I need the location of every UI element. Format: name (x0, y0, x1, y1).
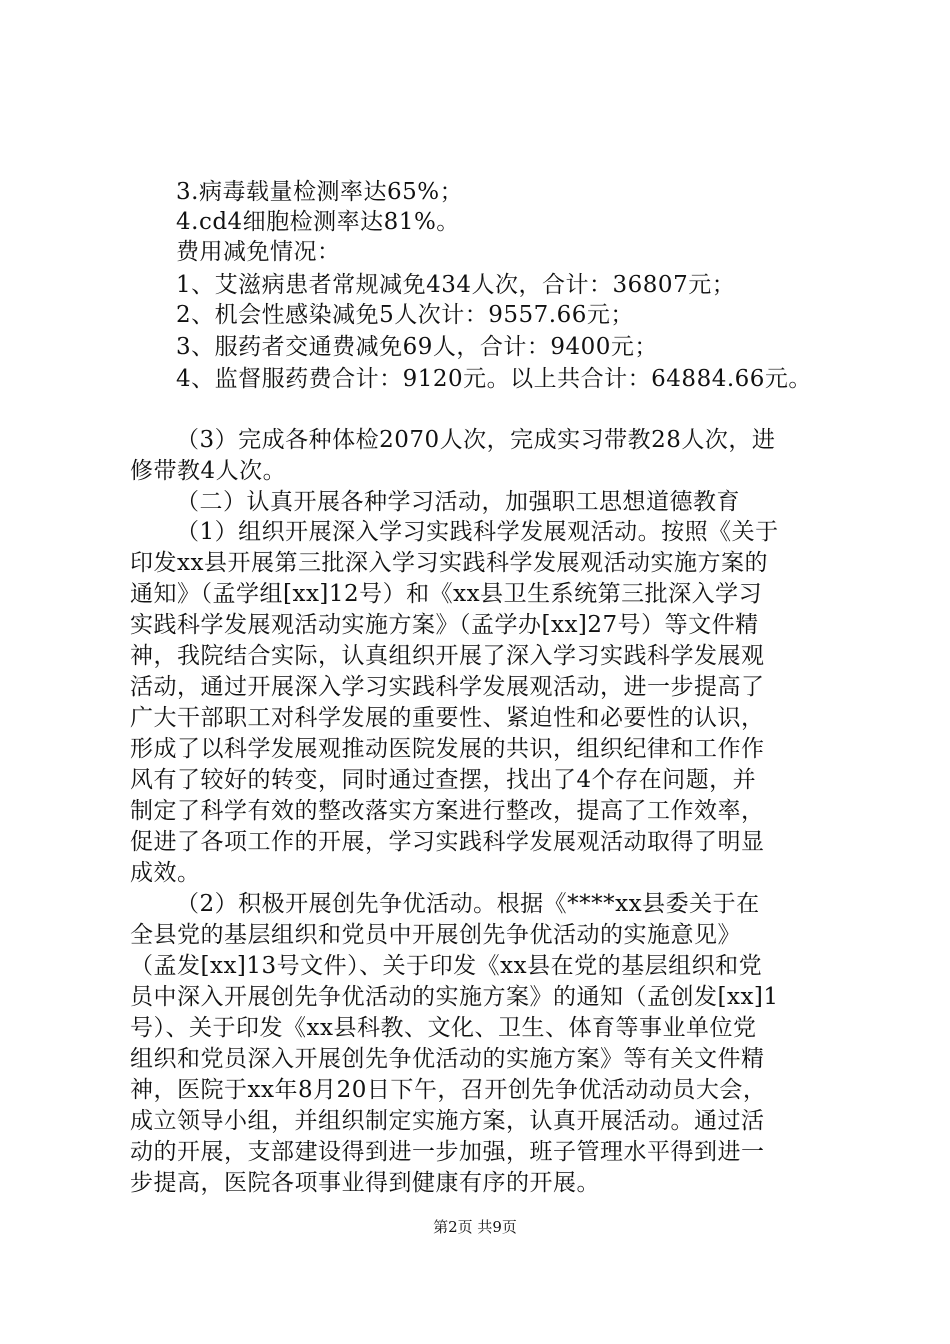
paragraph-1-line: 神，我院结合实际，认真组织开展了深入学习实践科学发展观 (130, 643, 765, 669)
paragraph-1-line: 风有了较好的转变，同时通过查摆，找出了4个存在问题，并 (130, 767, 757, 793)
paragraph-1-line: 广大干部职工对科学发展的重要性、紧迫性和必要性的认识， (130, 705, 765, 731)
paragraph-1-line: 制定了科学有效的整改落实方案进行整改，提高了工作效率， (130, 798, 765, 824)
fee-item-4: 4、监督服药费合计：9120元。以上共合计：64884.66元。 (176, 366, 812, 392)
section-heading: （二）认真开展各种学习活动，加强职工思想道德教育 (176, 489, 740, 515)
paragraph-2-line: （2）积极开展创先争优活动。根据《****xx县委关于在 (176, 891, 760, 917)
list-item-cd4: 4.cd4细胞检测率达81%。 (176, 209, 460, 235)
fee-item-2: 2、机会性感染减免5人次计：9557.66元； (176, 302, 634, 328)
paragraph-2-line: 步提高，医院各项事业得到健康有序的开展。 (130, 1170, 600, 1196)
paragraph-1-line: 促进了各项工作的开展，学习实践科学发展观活动取得了明显 (130, 829, 765, 855)
exam-paragraph-line: 修带教4人次。 (130, 458, 287, 484)
paragraph-2-line: 组织和党员深入开展创先争优活动的实施方案》等有关文件精 (130, 1046, 765, 1072)
fee-item-3: 3、服药者交通费减免69人，合计：9400元； (176, 334, 658, 360)
exam-paragraph-line: （3）完成各种体检2070人次，完成实习带教28人次，进 (176, 427, 776, 453)
paragraph-1-line: （1）组织开展深入学习实践科学发展观活动。按照《关于 (176, 519, 779, 545)
paragraph-2-line: 动的开展，支部建设得到进一步加强，班子管理水平得到进一 (130, 1139, 765, 1165)
paragraph-1-line: 形成了以科学发展观推动医院发展的共识，组织纪律和工作作 (130, 736, 765, 762)
paragraph-2-line: 神，医院于xx年8月20日下午，召开创先争优活动动员大会， (130, 1077, 767, 1103)
paragraph-1-line: 通知》（孟学组[xx]12号）和《xx县卫生系统第三批深入学习 (130, 581, 763, 607)
fee-heading: 费用减免情况： (176, 239, 341, 265)
paragraph-1-line: 活动，通过开展深入学习实践科学发展观活动，进一步提高了 (130, 674, 765, 700)
paragraph-1-line: 实践科学发展观活动实施方案》（孟学办[xx]27号）等文件精 (130, 612, 759, 638)
paragraph-2-line: （孟发[xx]13号文件）、关于印发《xx县在党的基层组织和党 (130, 953, 763, 979)
list-item-viral-load: 3.病毒载量检测率达65%； (176, 179, 464, 205)
paragraph-2-line: 全县党的基层组织和党员中开展创先争优活动的实施意见》 (130, 922, 741, 948)
paragraph-1-line: 印发xx县开展第三批深入学习实践科学发展观活动实施方案的 (130, 550, 768, 576)
fee-item-1: 1、艾滋病患者常规减免434人次，合计：36807元； (176, 272, 736, 298)
page-number-footer: 第2页 共9页 (433, 1218, 517, 1236)
paragraph-2-line: 号）、关于印发《xx县科教、文化、卫生、体育等事业单位党 (130, 1015, 757, 1041)
paragraph-2-line: 成立领导小组，并组织制定实施方案，认真开展活动。通过活 (130, 1108, 765, 1134)
paragraph-2-line: 员中深入开展创先争优活动的实施方案》的通知（孟创发[xx]1 (130, 984, 779, 1010)
paragraph-1-line: 成效。 (130, 860, 201, 886)
